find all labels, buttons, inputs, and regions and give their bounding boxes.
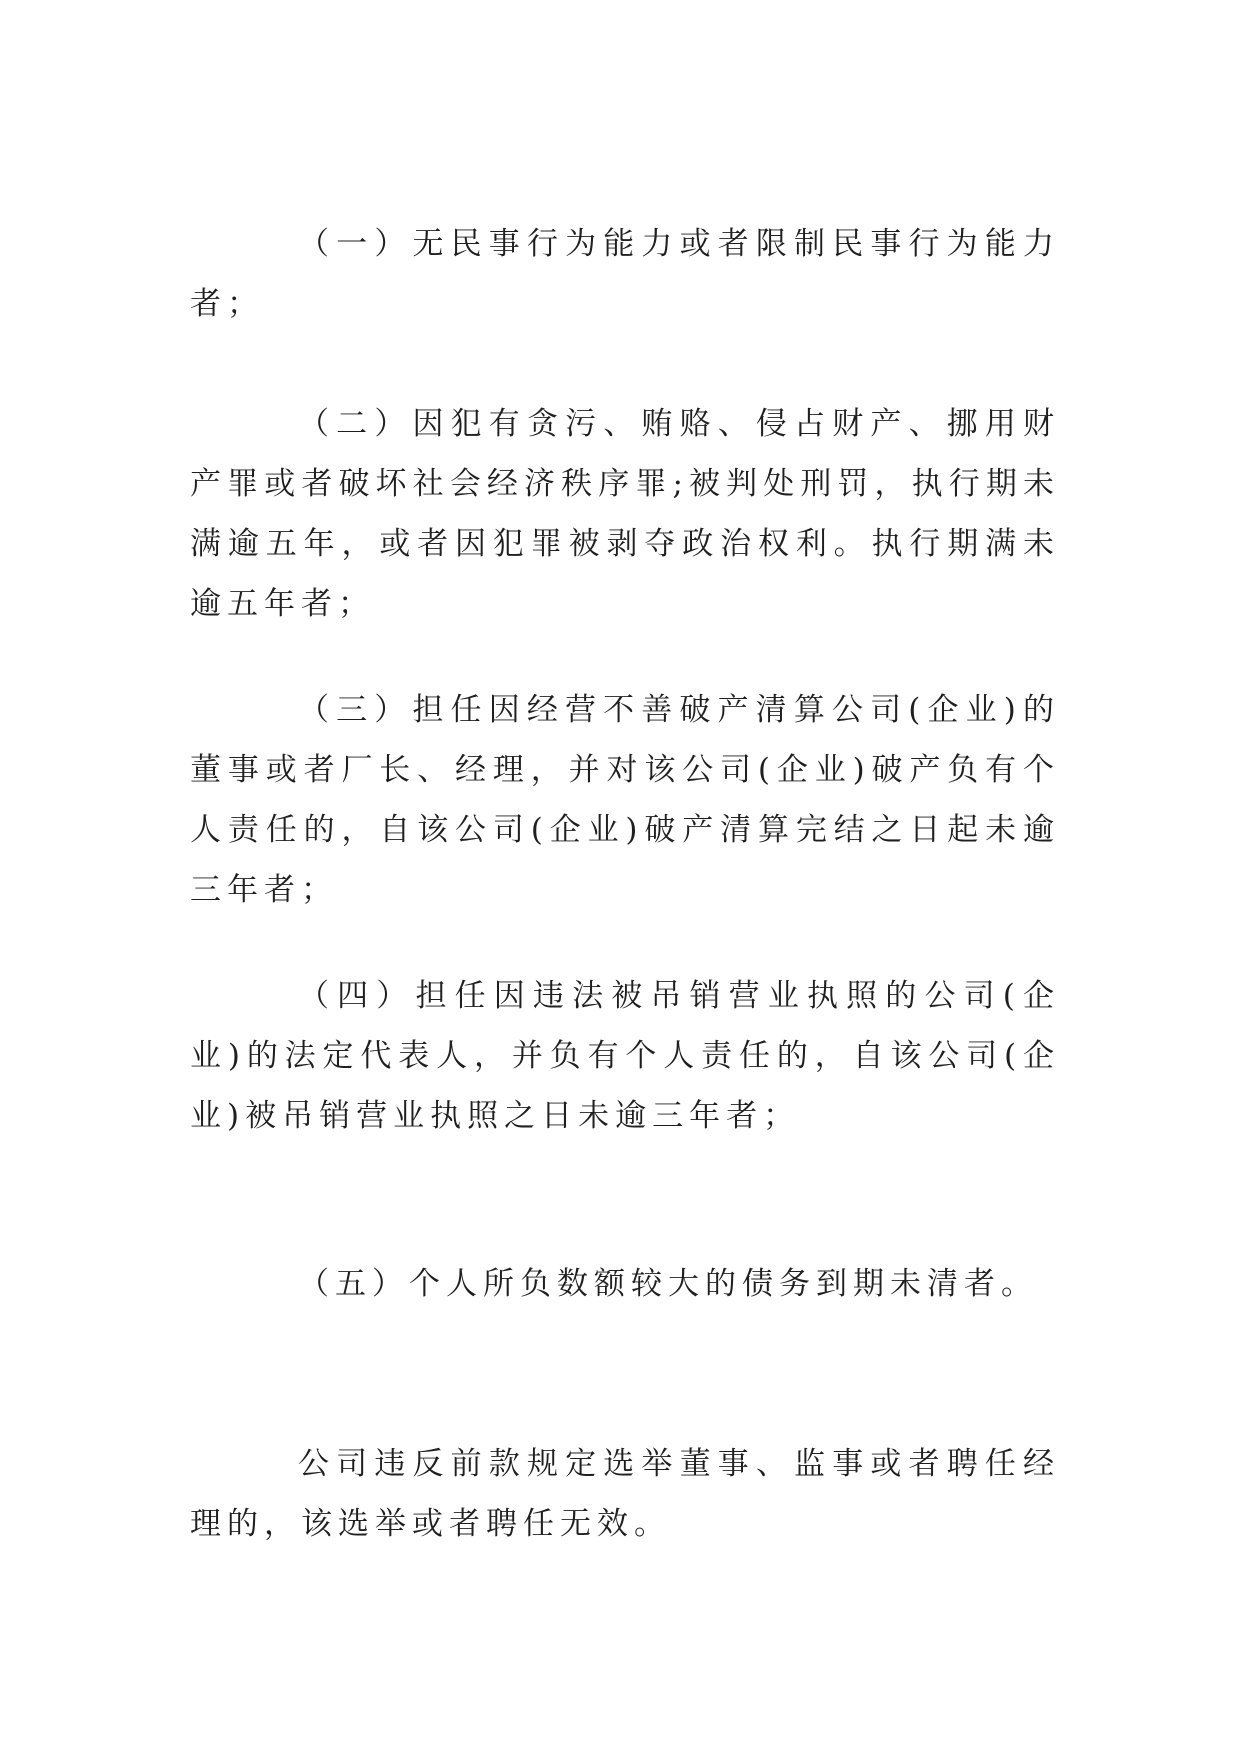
clause-5: （五）个人所负数额较大的债务到期未清者。 — [298, 1266, 1038, 1302]
closing-paragraph: 公司违反前款规定选举董事、监事或者聘任经理的，该选举或者聘任无效。 — [190, 1446, 1060, 1542]
clause-1: （一）无民事行为能力或者限制民事行为能力者； — [190, 226, 1060, 322]
clause-3: （三）担任因经营不善破产清算公司(企业)的董事或者厂长、经理，并对该公司(企业)破产负有个人责任的，自该公司(企业)破产清算完结之日起未逾三年者； — [190, 692, 1060, 908]
clause-2: （二）因犯有贪污、贿赂、侵占财产、挪用财产罪或者破坏社会经济秩序罪;被判处刑罚，执行期未满逾五年，或者因犯罪被剥夺政治权利。执行期满未逾五年者； — [190, 406, 1060, 622]
clause-4: （四）担任因违法被吊销营业执照的公司(企业)的法定代表人，并负有个人责任的，自该公司(企业)被吊销营业执照之日未逾三年者； — [190, 978, 1060, 1134]
